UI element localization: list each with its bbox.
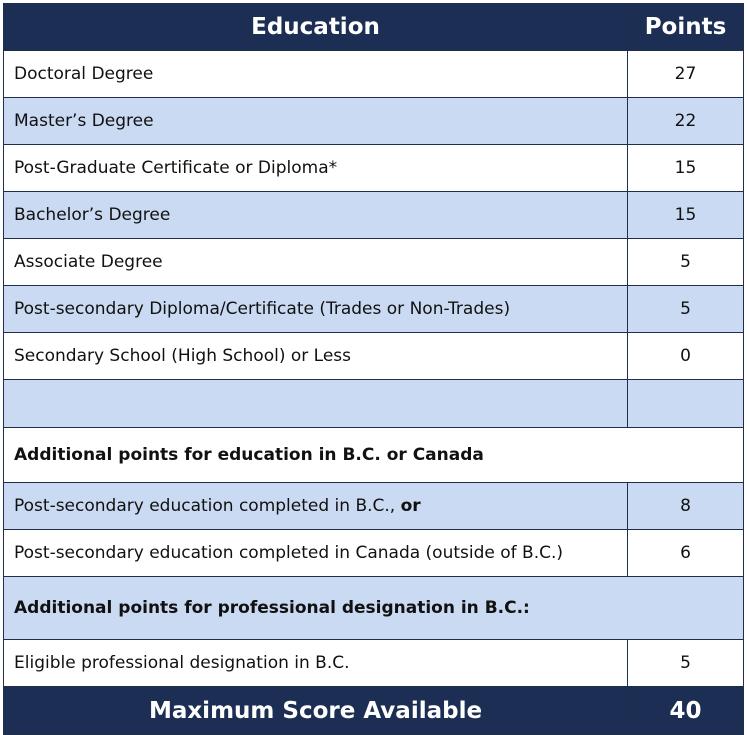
footer-row <box>4 687 744 735</box>
row-label: Eligible professional designation in B.C. <box>4 640 628 687</box>
table-row <box>4 51 744 98</box>
section-heading-row <box>4 577 744 640</box>
row-label: Bachelor’s Degree <box>4 192 628 239</box>
blank-spacer-row <box>4 380 744 428</box>
table-header-row <box>4 4 744 51</box>
table-row <box>4 145 744 192</box>
row-label: Post-secondary education completed in Canada (outside of B.C.) <box>4 530 628 577</box>
row-points: 8 <box>628 483 744 530</box>
row-label: Secondary School (High School) or Less <box>4 333 628 380</box>
table-row <box>4 192 744 239</box>
table-row <box>4 530 744 577</box>
row-points: 6 <box>628 530 744 577</box>
table-row <box>4 98 744 145</box>
points-column-header: Points <box>628 4 744 51</box>
row-label: Post-Graduate Certificate or Diploma* <box>4 145 628 192</box>
table-row <box>4 239 744 286</box>
table-row <box>4 640 744 687</box>
row-label: Doctoral Degree <box>4 51 628 98</box>
row-label <box>4 483 628 530</box>
row-label-text: Post-secondary education completed in B.C., <box>14 496 401 516</box>
row-points: 15 <box>628 145 744 192</box>
row-label: Master’s Degree <box>4 98 628 145</box>
footer-label: Maximum Score Available <box>4 687 628 735</box>
table-row <box>4 333 744 380</box>
footer-points: 40 <box>628 687 744 735</box>
section-heading-designation: Additional points for professional designation in B.C.: <box>4 577 744 640</box>
row-points: 0 <box>628 333 744 380</box>
row-label: Post-secondary Diploma/Certificate (Trades or Non-Trades) <box>4 286 628 333</box>
row-points: 5 <box>628 640 744 687</box>
row-points: 5 <box>628 239 744 286</box>
row-points: 22 <box>628 98 744 145</box>
row-points: 27 <box>628 51 744 98</box>
row-label: Associate Degree <box>4 239 628 286</box>
education-points-table <box>3 3 744 735</box>
row-label-emphasis: or <box>400 496 421 516</box>
table-row <box>4 483 744 530</box>
table-row <box>4 286 744 333</box>
row-points: 5 <box>628 286 744 333</box>
section-heading-row <box>4 428 744 483</box>
education-column-header: Education <box>4 4 628 51</box>
section-heading-bc-canada: Additional points for education in B.C. or Canada <box>4 428 744 483</box>
blank-cell <box>628 380 744 428</box>
blank-cell <box>4 380 628 428</box>
row-points: 15 <box>628 192 744 239</box>
